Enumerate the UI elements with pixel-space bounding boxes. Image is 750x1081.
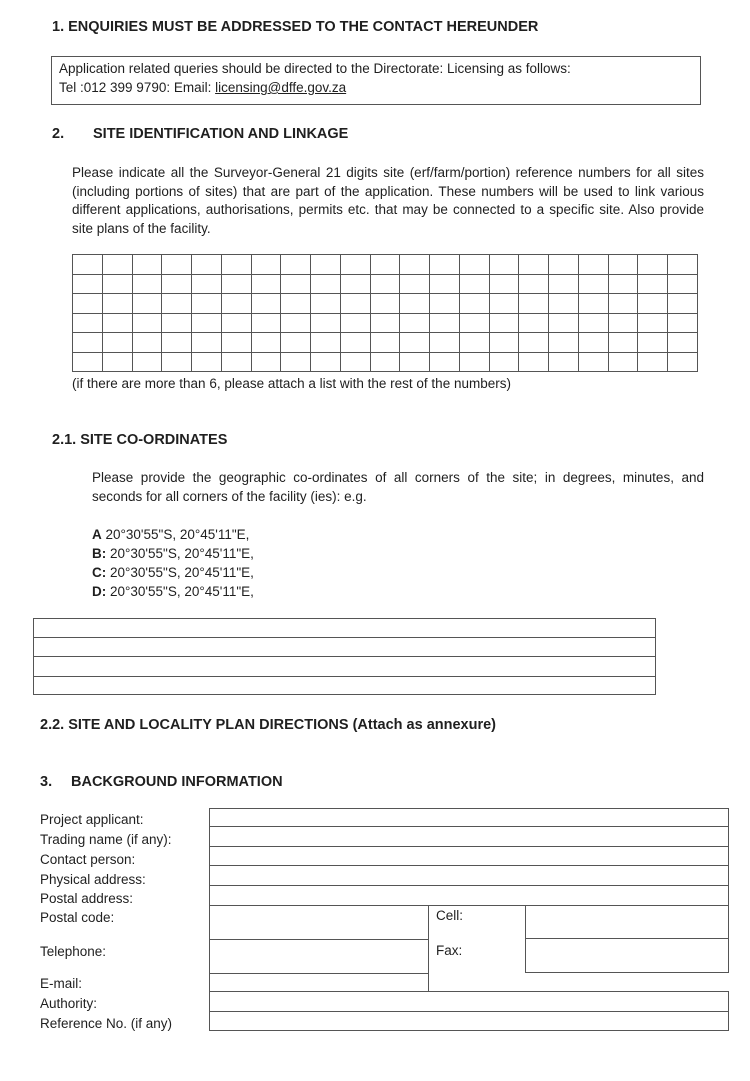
site-reference-digit-cell[interactable] — [608, 352, 638, 372]
site-reference-digit-cell[interactable] — [608, 294, 638, 314]
trading-name-field[interactable] — [209, 826, 729, 847]
email-label: E-mail: — [40, 976, 83, 991]
site-reference-digit-cell[interactable] — [281, 294, 311, 314]
site-reference-number-grid[interactable] — [72, 254, 698, 372]
site-reference-digit-cell[interactable] — [668, 255, 698, 275]
site-reference-digit-cell[interactable] — [340, 255, 370, 275]
site-reference-digit-cell[interactable] — [132, 333, 162, 353]
site-reference-digit-cell[interactable] — [430, 352, 460, 372]
site-reference-digit-cell[interactable] — [549, 255, 579, 275]
site-reference-digit-cell[interactable] — [251, 255, 281, 275]
site-reference-digit-cell[interactable] — [281, 313, 311, 333]
site-reference-digit-cell[interactable] — [370, 255, 400, 275]
project-applicant-label: Project applicant: — [40, 812, 144, 827]
site-reference-digit-cell[interactable] — [281, 274, 311, 294]
section-2-heading: SITE IDENTIFICATION AND LINKAGE — [93, 126, 349, 142]
site-reference-digit-cell[interactable] — [430, 294, 460, 314]
section-3-number: 3. — [40, 774, 53, 790]
site-reference-digit-cell[interactable] — [459, 352, 489, 372]
site-reference-digit-cell[interactable] — [73, 313, 103, 333]
site-reference-digit-cell[interactable] — [519, 352, 549, 372]
site-reference-digit-cell[interactable] — [73, 255, 103, 275]
tel-text: Tel :012 399 9790: Email: — [59, 80, 216, 95]
site-reference-digit-cell[interactable] — [132, 352, 162, 372]
site-reference-digit-cell[interactable] — [489, 313, 519, 333]
section-3-heading: BACKGROUND INFORMATION — [71, 774, 283, 790]
site-reference-row — [73, 255, 698, 275]
site-reference-digit-cell[interactable] — [251, 274, 281, 294]
site-reference-digit-cell[interactable] — [102, 352, 132, 372]
site-reference-digit-cell[interactable] — [668, 333, 698, 353]
site-reference-digit-cell[interactable] — [400, 333, 430, 353]
site-reference-digit-cell[interactable] — [162, 255, 192, 275]
section-2-2-heading: 2.2. SITE AND LOCALITY PLAN DIRECTIONS (Attach as annexure) — [40, 717, 497, 733]
site-reference-digit-cell[interactable] — [638, 274, 668, 294]
site-reference-digit-cell[interactable] — [400, 255, 430, 275]
section-2-number: 2. — [52, 126, 65, 142]
site-reference-digit-cell[interactable] — [132, 274, 162, 294]
site-reference-digit-cell[interactable] — [400, 274, 430, 294]
site-reference-row — [73, 313, 698, 333]
site-reference-digit-cell[interactable] — [73, 333, 103, 353]
cell-label: Cell: — [436, 908, 464, 923]
site-reference-digit-cell[interactable] — [192, 313, 222, 333]
site-reference-digit-cell[interactable] — [370, 352, 400, 372]
coordinates-row-divider — [34, 637, 655, 638]
site-reference-digit-cell[interactable] — [221, 294, 251, 314]
site-identification-paragraph: Please indicate all the Surveyor-General 21 digits site (erf/farm/portion) reference numbers for all sites (including portions of sites) that are part of the application. These numbers will be used to link various different applications, authorisations, permits etc. that may be connected to a specific site. Also provide site plans of the facility. — [72, 165, 704, 236]
site-reference-digit-cell[interactable] — [281, 333, 311, 353]
site-reference-digit-cell[interactable] — [311, 313, 341, 333]
site-reference-digit-cell[interactable] — [489, 294, 519, 314]
site-reference-digit-cell[interactable] — [340, 333, 370, 353]
site-reference-digit-cell[interactable] — [221, 333, 251, 353]
site-reference-digit-cell[interactable] — [251, 333, 281, 353]
site-reference-digit-cell[interactable] — [132, 255, 162, 275]
site-reference-digit-cell[interactable] — [311, 352, 341, 372]
email-field[interactable] — [209, 973, 429, 992]
site-reference-digit-cell[interactable] — [311, 255, 341, 275]
enquiries-line-1: Application related queries should be directed to the Directorate: Licensing as follows: — [59, 61, 571, 76]
telephone-field[interactable] — [209, 939, 429, 974]
postal-code-field[interactable] — [209, 905, 429, 940]
reference-no-label: Reference No. (if any) — [40, 1016, 173, 1031]
project-applicant-field[interactable] — [209, 808, 729, 827]
site-reference-digit-cell[interactable] — [251, 294, 281, 314]
site-reference-digit-cell[interactable] — [311, 333, 341, 353]
site-reference-digit-cell[interactable] — [489, 255, 519, 275]
site-reference-digit-cell[interactable] — [370, 313, 400, 333]
physical-address-field[interactable] — [209, 865, 729, 886]
site-reference-digit-cell[interactable] — [638, 333, 668, 353]
site-reference-digit-cell[interactable] — [162, 333, 192, 353]
site-reference-digit-cell[interactable] — [638, 294, 668, 314]
site-reference-digit-cell[interactable] — [340, 313, 370, 333]
email-link[interactable]: licensing@dffe.gov.za — [215, 80, 347, 95]
site-reference-digit-cell[interactable] — [162, 352, 192, 372]
site-reference-digit-cell[interactable] — [519, 294, 549, 314]
site-reference-digit-cell[interactable] — [221, 255, 251, 275]
site-reference-digit-cell[interactable] — [549, 352, 579, 372]
site-reference-digit-cell[interactable] — [459, 274, 489, 294]
site-reference-digit-cell[interactable] — [370, 333, 400, 353]
site-reference-digit-cell[interactable] — [519, 313, 549, 333]
section-1-heading: 1. ENQUIRIES MUST BE ADDRESSED TO THE CONTACT HEREUNDER — [52, 19, 539, 35]
postal-address-field[interactable] — [209, 885, 729, 906]
site-reference-digit-cell[interactable] — [400, 352, 430, 372]
site-reference-digit-cell[interactable] — [430, 274, 460, 294]
site-reference-digit-cell[interactable] — [459, 333, 489, 353]
postal-address-label: Postal address: — [40, 891, 134, 906]
site-reference-digit-cell[interactable] — [430, 255, 460, 275]
fax-field[interactable] — [525, 938, 729, 973]
authority-field[interactable] — [209, 991, 729, 1012]
site-reference-digit-cell[interactable] — [459, 313, 489, 333]
site-reference-digit-cell[interactable] — [102, 333, 132, 353]
site-reference-digit-cell[interactable] — [132, 294, 162, 314]
coordinate-example-a: A 20°30'55"S, 20°45'11"E, — [92, 527, 250, 542]
site-reference-digit-cell[interactable] — [192, 333, 222, 353]
site-reference-digit-cell[interactable] — [668, 274, 698, 294]
site-reference-digit-cell[interactable] — [370, 274, 400, 294]
site-reference-digit-cell[interactable] — [400, 294, 430, 314]
site-reference-digit-cell[interactable] — [192, 294, 222, 314]
site-reference-digit-cell[interactable] — [102, 255, 132, 275]
site-reference-digit-cell[interactable] — [519, 274, 549, 294]
site-reference-digit-cell[interactable] — [638, 352, 668, 372]
site-reference-digit-cell[interactable] — [192, 352, 222, 372]
site-reference-digit-cell[interactable] — [459, 294, 489, 314]
site-reference-digit-cell[interactable] — [549, 274, 579, 294]
site-reference-digit-cell[interactable] — [221, 274, 251, 294]
site-reference-digit-cell[interactable] — [370, 294, 400, 314]
site-reference-digit-cell[interactable] — [578, 333, 608, 353]
site-reference-digit-cell[interactable] — [578, 313, 608, 333]
site-reference-digit-cell[interactable] — [311, 294, 341, 314]
site-reference-digit-cell[interactable] — [608, 255, 638, 275]
site-reference-digit-cell[interactable] — [192, 274, 222, 294]
site-reference-row — [73, 333, 698, 353]
coordinates-row-divider — [34, 676, 655, 677]
coordinate-example-d: D: 20°30'55"S, 20°45'11"E, — [92, 584, 254, 599]
site-reference-digit-cell[interactable] — [549, 313, 579, 333]
site-reference-digit-cell[interactable] — [578, 352, 608, 372]
site-reference-digit-cell[interactable] — [608, 274, 638, 294]
coordinate-example-b: B: 20°30'55"S, 20°45'11"E, — [92, 546, 254, 561]
site-reference-digit-cell[interactable] — [251, 352, 281, 372]
site-reference-digit-cell[interactable] — [132, 313, 162, 333]
physical-address-label: Physical address: — [40, 872, 146, 887]
coordinates-row-divider — [34, 656, 655, 657]
site-reference-digit-cell[interactable] — [489, 333, 519, 353]
enquiries-box — [51, 56, 701, 105]
site-reference-digit-cell[interactable] — [459, 255, 489, 275]
site-reference-digit-cell[interactable] — [638, 313, 668, 333]
coordinates-paragraph: Please provide the geographic co-ordinates of all corners of the site; in degrees, minutes, and seconds for all corners of the facility (ies): e.g. — [92, 470, 704, 504]
coordinates-entry-box[interactable] — [33, 618, 656, 695]
site-reference-digit-cell[interactable] — [668, 352, 698, 372]
site-reference-row — [73, 274, 698, 294]
site-reference-digit-cell[interactable] — [668, 294, 698, 314]
site-reference-digit-cell[interactable] — [102, 294, 132, 314]
site-reference-digit-cell[interactable] — [549, 294, 579, 314]
coordinate-example-c: C: 20°30'55"S, 20°45'11"E, — [92, 565, 254, 580]
site-reference-digit-cell[interactable] — [430, 313, 460, 333]
site-reference-digit-cell[interactable] — [430, 333, 460, 353]
site-reference-digit-cell[interactable] — [73, 352, 103, 372]
postal-code-label: Postal code: — [40, 910, 115, 925]
site-reference-digit-cell[interactable] — [281, 352, 311, 372]
contact-person-field[interactable] — [209, 846, 729, 866]
section-2-1-heading: 2.1. SITE CO-ORDINATES — [52, 432, 228, 448]
site-reference-digit-cell[interactable] — [519, 255, 549, 275]
site-reference-digit-cell[interactable] — [519, 333, 549, 353]
site-reference-row — [73, 352, 698, 372]
site-reference-digit-cell[interactable] — [400, 313, 430, 333]
site-reference-digit-cell[interactable] — [102, 274, 132, 294]
site-reference-digit-cell[interactable] — [668, 313, 698, 333]
site-reference-digit-cell[interactable] — [638, 255, 668, 275]
site-reference-digit-cell[interactable] — [489, 274, 519, 294]
site-reference-digit-cell[interactable] — [608, 313, 638, 333]
site-reference-digit-cell[interactable] — [251, 313, 281, 333]
grid-note: (if there are more than 6, please attach a list with the rest of the numbers) — [72, 376, 511, 391]
site-reference-digit-cell[interactable] — [221, 352, 251, 372]
site-reference-digit-cell[interactable] — [489, 352, 519, 372]
site-reference-digit-cell[interactable] — [162, 274, 192, 294]
site-reference-digit-cell[interactable] — [73, 294, 103, 314]
fax-label: Fax: — [436, 943, 463, 958]
site-reference-digit-cell[interactable] — [162, 294, 192, 314]
site-reference-digit-cell[interactable] — [578, 274, 608, 294]
site-reference-digit-cell[interactable] — [340, 274, 370, 294]
site-reference-digit-cell[interactable] — [102, 313, 132, 333]
reference-no-field[interactable] — [209, 1011, 729, 1031]
site-reference-digit-cell[interactable] — [281, 255, 311, 275]
site-reference-digit-cell[interactable] — [549, 333, 579, 353]
trading-name-label: Trading name (if any): — [40, 832, 172, 847]
site-reference-digit-cell[interactable] — [311, 274, 341, 294]
site-reference-digit-cell[interactable] — [340, 294, 370, 314]
site-reference-digit-cell[interactable] — [221, 313, 251, 333]
site-reference-row — [73, 294, 698, 314]
site-reference-digit-cell[interactable] — [73, 274, 103, 294]
site-reference-digit-cell[interactable] — [578, 294, 608, 314]
enquiries-line-2 — [59, 79, 346, 98]
cell-field[interactable] — [525, 905, 729, 939]
site-reference-digit-cell[interactable] — [608, 333, 638, 353]
telephone-label: Telephone: — [40, 944, 107, 959]
contact-person-label: Contact person: — [40, 852, 136, 867]
site-reference-digit-cell[interactable] — [340, 352, 370, 372]
site-reference-digit-cell[interactable] — [192, 255, 222, 275]
site-reference-digit-cell[interactable] — [578, 255, 608, 275]
authority-label: Authority: — [40, 996, 98, 1011]
site-reference-digit-cell[interactable] — [162, 313, 192, 333]
